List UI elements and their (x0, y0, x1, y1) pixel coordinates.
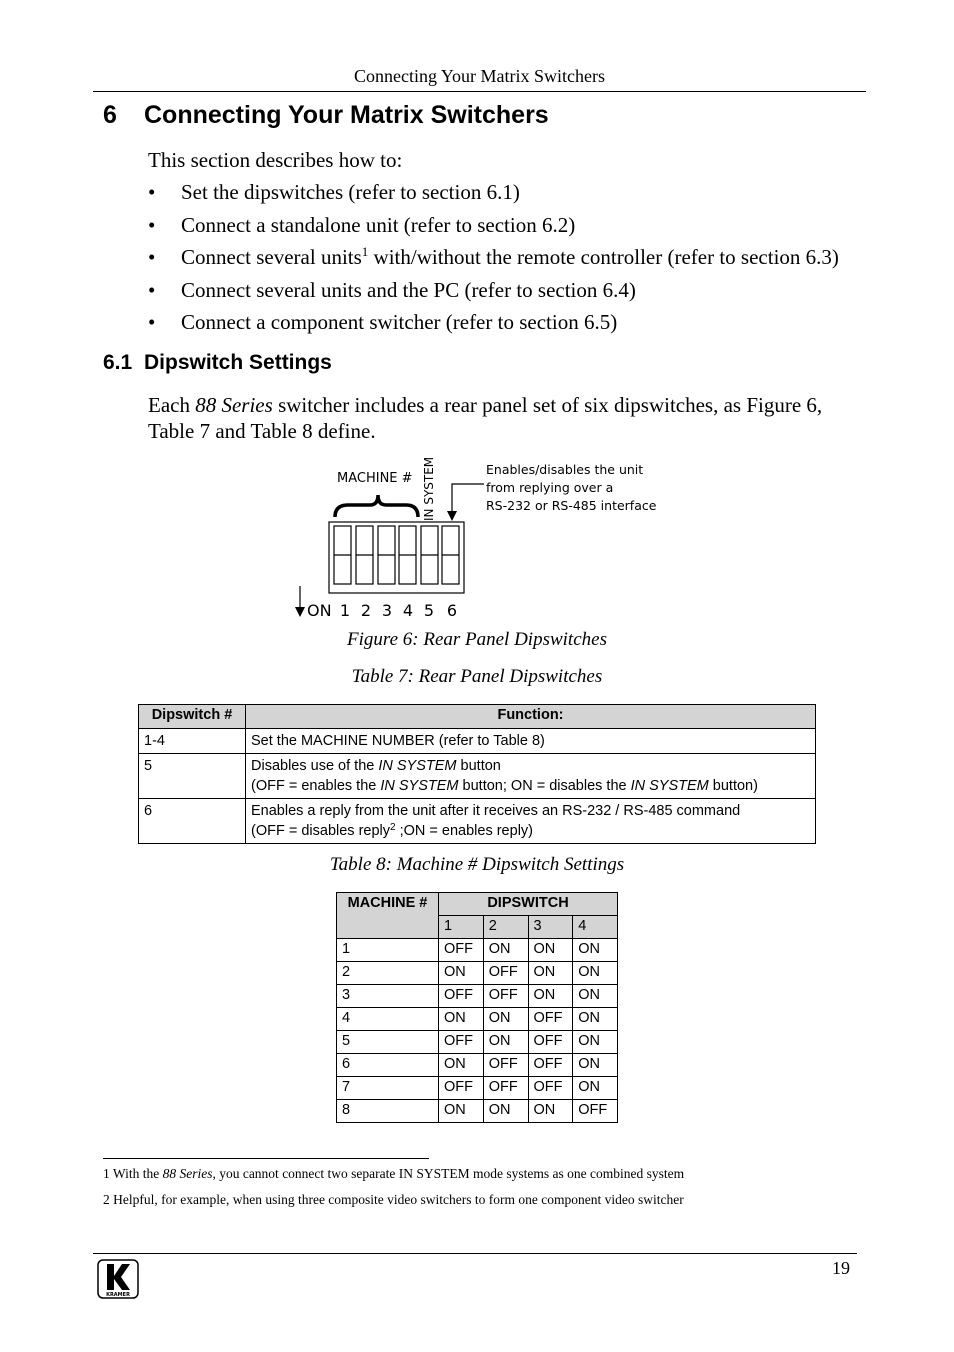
cell-dipswitch-2: ON (483, 1008, 528, 1031)
cell-machine: 7 (337, 1077, 439, 1100)
table-header-row (337, 893, 618, 916)
table-row (337, 1054, 618, 1077)
cell-dipswitch-1: ON (439, 1100, 484, 1123)
cell-dipswitch: 6 (139, 799, 246, 844)
cell-dipswitch-3: ON (528, 985, 573, 1008)
callout-line-2: from replying over a (486, 480, 614, 495)
footnote-ref[interactable]: 1 (361, 244, 369, 259)
cell-dipswitch: 5 (139, 754, 246, 799)
machine-label: MACHINE # (337, 471, 413, 486)
switch-number: 5 (423, 601, 435, 620)
list-item: • Connect several units$^1$ with/without the remote controller (refer to section 6.3) (148, 244, 839, 269)
cell-machine: 6 (337, 1054, 439, 1077)
in-system-label: IN SYSTEM (422, 456, 436, 521)
switch-number: 6 (446, 601, 458, 620)
on-label: ON (307, 601, 332, 620)
switch-number: 4 (402, 601, 414, 620)
switch-numbers (340, 601, 457, 620)
list-item: • Set the dipswitches (refer to section 6.1) (148, 180, 520, 204)
cell-dipswitch-1: ON (439, 1008, 484, 1031)
header-rule (93, 91, 866, 92)
table7 (138, 704, 816, 844)
cell-dipswitch-4: ON (573, 962, 618, 985)
cell-function: Set the MACHINE NUMBER (refer to Table 8) (246, 729, 816, 754)
intro-text: This section describes how to: (148, 148, 403, 172)
subsection-title-text: Dipswitch Settings (144, 351, 332, 374)
running-header: Connecting Your Matrix Switchers (354, 66, 605, 86)
table8-caption: Table 8: Machine # Dipswitch Settings (329, 854, 625, 875)
cell-dipswitch-4: ON (573, 1031, 618, 1054)
callout-line-icon (452, 484, 484, 513)
cell-machine: 5 (337, 1031, 439, 1054)
brace-icon (335, 495, 418, 517)
footnote-1: 1 With the 88 Series, you cannot connect two separate IN SYSTEM mode systems as one combined system (103, 1166, 685, 1181)
cell-machine: 1 (337, 939, 439, 962)
cell-dipswitch-1: OFF (439, 1077, 484, 1100)
table-row (337, 985, 618, 1008)
table-row (337, 1100, 618, 1123)
bullet-icon: • (148, 212, 156, 237)
cell-dipswitch-2: OFF (483, 1054, 528, 1077)
bullet-icon: • (148, 245, 156, 269)
cell-machine: 4 (337, 1008, 439, 1031)
bullet-icon: • (148, 180, 156, 204)
header-function: Function: (246, 705, 816, 729)
table-row (337, 962, 618, 985)
body-paragraph: Each 88 Series switcher includes a rear panel set of six dipswitches, as Figure 6, Table 7 and Table 8 define. (148, 393, 823, 443)
table-row (337, 1031, 618, 1054)
cell-machine: 8 (337, 1100, 439, 1123)
arrow-down-icon (447, 511, 457, 521)
list-item: • Connect a component switcher (refer to section 6.5) (148, 310, 618, 334)
callout-line-3: RS-232 or RS-485 interface (486, 498, 657, 513)
cell-dipswitch-4: ON (573, 1054, 618, 1077)
cell-dipswitch-4: ON (573, 1077, 618, 1100)
header-dipswitch: Dipswitch # (139, 705, 246, 729)
page-number: 19 (832, 1258, 850, 1278)
cell-dipswitch-1: OFF (439, 939, 484, 962)
dipswitch-figure (290, 455, 670, 625)
cell-dipswitch-2: ON (483, 939, 528, 962)
subsection-title (103, 351, 332, 375)
footnote-ref[interactable]: 2 (390, 822, 396, 833)
on-arrow-icon (295, 607, 305, 617)
section-title-text: Connecting Your Matrix Switchers (144, 101, 549, 129)
header-machine: MACHINE # (337, 893, 439, 939)
callout-line-1: Enables/disables the unit (486, 462, 644, 477)
cell-dipswitch-2: OFF (483, 985, 528, 1008)
subheader-3: 3 (528, 916, 573, 939)
cell-machine: 2 (337, 962, 439, 985)
switch-number: 2 (360, 601, 372, 620)
table-row (337, 1077, 618, 1100)
cell-function: Enables a reply from the unit after it receives an RS-232 / RS-485 command (OFF = disables reply$^2$ ;ON = enables reply) (246, 799, 816, 844)
cell-dipswitch-1: OFF (439, 985, 484, 1008)
bullet-list (148, 178, 839, 341)
kramer-logo (97, 1259, 139, 1299)
cell-machine: 3 (337, 985, 439, 1008)
cell-dipswitch-1: ON (439, 962, 484, 985)
list-item: • Connect a standalone unit (refer to section 6.2) (148, 212, 576, 237)
footnote-rule (103, 1158, 429, 1159)
footnote-2: 2 Helpful, for example, when using three composite video switchers to form one component video switcher (103, 1192, 684, 1207)
table-row (139, 729, 816, 754)
section-title (103, 101, 549, 130)
cell-dipswitch-3: OFF (528, 1031, 573, 1054)
cell-dipswitch-4: ON (573, 985, 618, 1008)
cell-dipswitch-2: ON (483, 1100, 528, 1123)
list-item: • Connect several units and the PC (refer to section 6.4) (148, 277, 636, 302)
subheader-2: 2 (483, 916, 528, 939)
table7-caption: Table 7: Rear Panel Dipswitches (351, 666, 603, 687)
cell-dipswitch-4: OFF (573, 1100, 618, 1123)
table-row (139, 754, 816, 799)
cell-dipswitch-4: ON (573, 1008, 618, 1031)
cell-dipswitch-1: OFF (439, 1031, 484, 1054)
cell-dipswitch-4: ON (573, 939, 618, 962)
header-dipswitch: DIPSWITCH (439, 893, 618, 916)
cell-function: Disables use of the IN SYSTEM button (OFF = enables the IN SYSTEM button; ON = disables the IN SYSTEM button) (246, 754, 816, 799)
cell-dipswitch: 1-4 (139, 729, 246, 754)
footer-rule (93, 1253, 857, 1254)
table8-body (337, 939, 618, 1123)
figure-caption: Figure 6: Rear Panel Dipswitches (347, 629, 607, 650)
cell-dipswitch-3: OFF (528, 1054, 573, 1077)
subheader-1: 1 (439, 916, 484, 939)
subsection-number: 6.1 (103, 351, 133, 374)
cell-dipswitch-3: OFF (528, 1077, 573, 1100)
switch-number: 3 (381, 601, 393, 620)
bullet-icon: • (148, 277, 156, 302)
cell-dipswitch-3: ON (528, 962, 573, 985)
table8 (336, 892, 618, 1123)
cell-dipswitch-3: ON (528, 939, 573, 962)
cell-dipswitch-2: OFF (483, 962, 528, 985)
logo-text: KRAMER (106, 1292, 130, 1298)
cell-dipswitch-2: ON (483, 1031, 528, 1054)
cell-dipswitch-1: ON (439, 1054, 484, 1077)
bullet-icon: • (148, 310, 156, 334)
subheader-4: 4 (573, 916, 618, 939)
cell-dipswitch-3: OFF (528, 1008, 573, 1031)
cell-dipswitch-3: ON (528, 1100, 573, 1123)
table-row (337, 939, 618, 962)
table-row (139, 799, 816, 844)
section-number: 6 (103, 101, 117, 129)
switch-number: 1 (339, 601, 351, 620)
table-row (337, 1008, 618, 1031)
table-header-row (139, 705, 816, 729)
cell-dipswitch-2: OFF (483, 1077, 528, 1100)
